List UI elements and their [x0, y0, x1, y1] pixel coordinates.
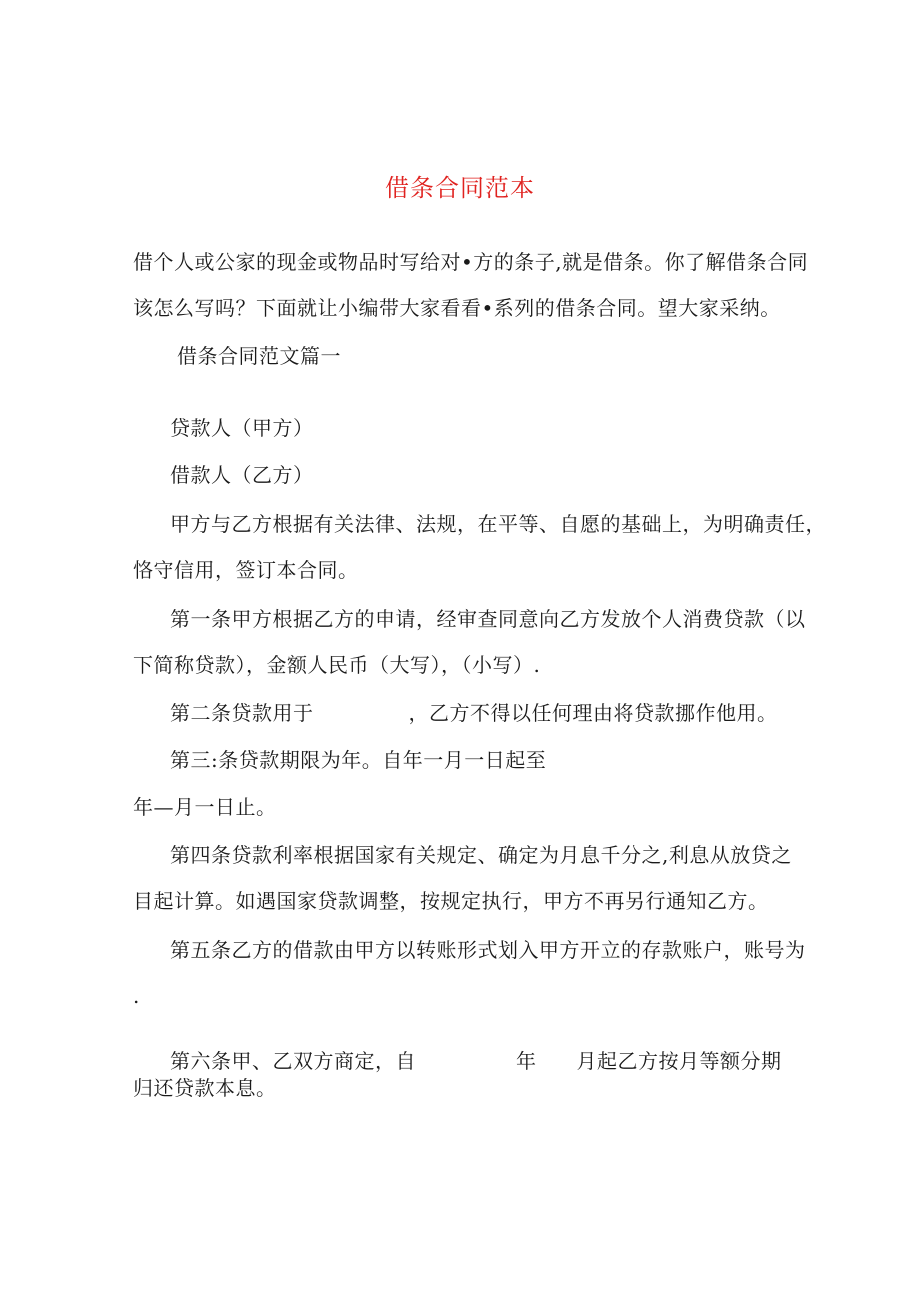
document-title: 借条合同范本: [385, 174, 535, 202]
article6-line-1: [170, 1049, 782, 1073]
article5-line-2: .: [133, 984, 140, 1008]
article6-text-end: 月起乙方按月等额分期: [576, 1049, 782, 1073]
article5-line-1: 第五条乙方的借款由甲方以转账形式划入甲方开立的存款账户，账号为: [170, 938, 806, 962]
article1-line-1: 第一条甲方根据乙方的申请，经审查同意向乙方发放个人消费贷款（以: [170, 607, 806, 631]
article6-year-label: 年: [516, 1049, 537, 1073]
article3-line-1: 第三:条贷款期限为年。自年一月一日起至: [170, 748, 547, 772]
article2-text-end: ，乙方不得以任何理由将贷款挪作他用。: [408, 701, 778, 725]
borrower-label: 借款人（乙方）: [170, 463, 314, 487]
preamble-line-1: 甲方与乙方根据有关法律、法规，在平等、自愿的基础上，为明确责任，: [170, 512, 826, 536]
article2-line: [170, 701, 778, 725]
article4-line-2: 目起计算。如遇国家贷款调整，按规定执行，甲方不再另行通知乙方。: [133, 889, 769, 913]
lender-label: 贷款人（甲方）: [170, 416, 314, 440]
preamble-line-2: 恪守信用，签订本合同。: [133, 558, 359, 582]
article6-line-2: 归还贷款本息。: [133, 1076, 277, 1100]
article1-line-2: 下简称贷款），金额人民币（大写），（小写）.: [133, 653, 541, 677]
intro-line-2: 该怎么写吗？下面就让小编带大家看看•系列的借条合同。望大家采纳。: [133, 296, 781, 320]
article6-text-start: 第六条甲、乙双方商定，自: [170, 1049, 416, 1073]
intro-line-1: 借个人或公家的现金或物品时写给对•方的条子,就是借条。你了解借条合同: [133, 250, 809, 274]
section-heading: 借条合同范文篇一: [177, 344, 341, 368]
article4-line-1: 第四条贷款利率根据国家有关规定、确定为月息千分之,利息从放贷之: [170, 843, 792, 867]
article3-line-2: 年—月一日止。: [133, 795, 277, 819]
article2-text-start: 第二条贷款用于: [170, 701, 314, 725]
